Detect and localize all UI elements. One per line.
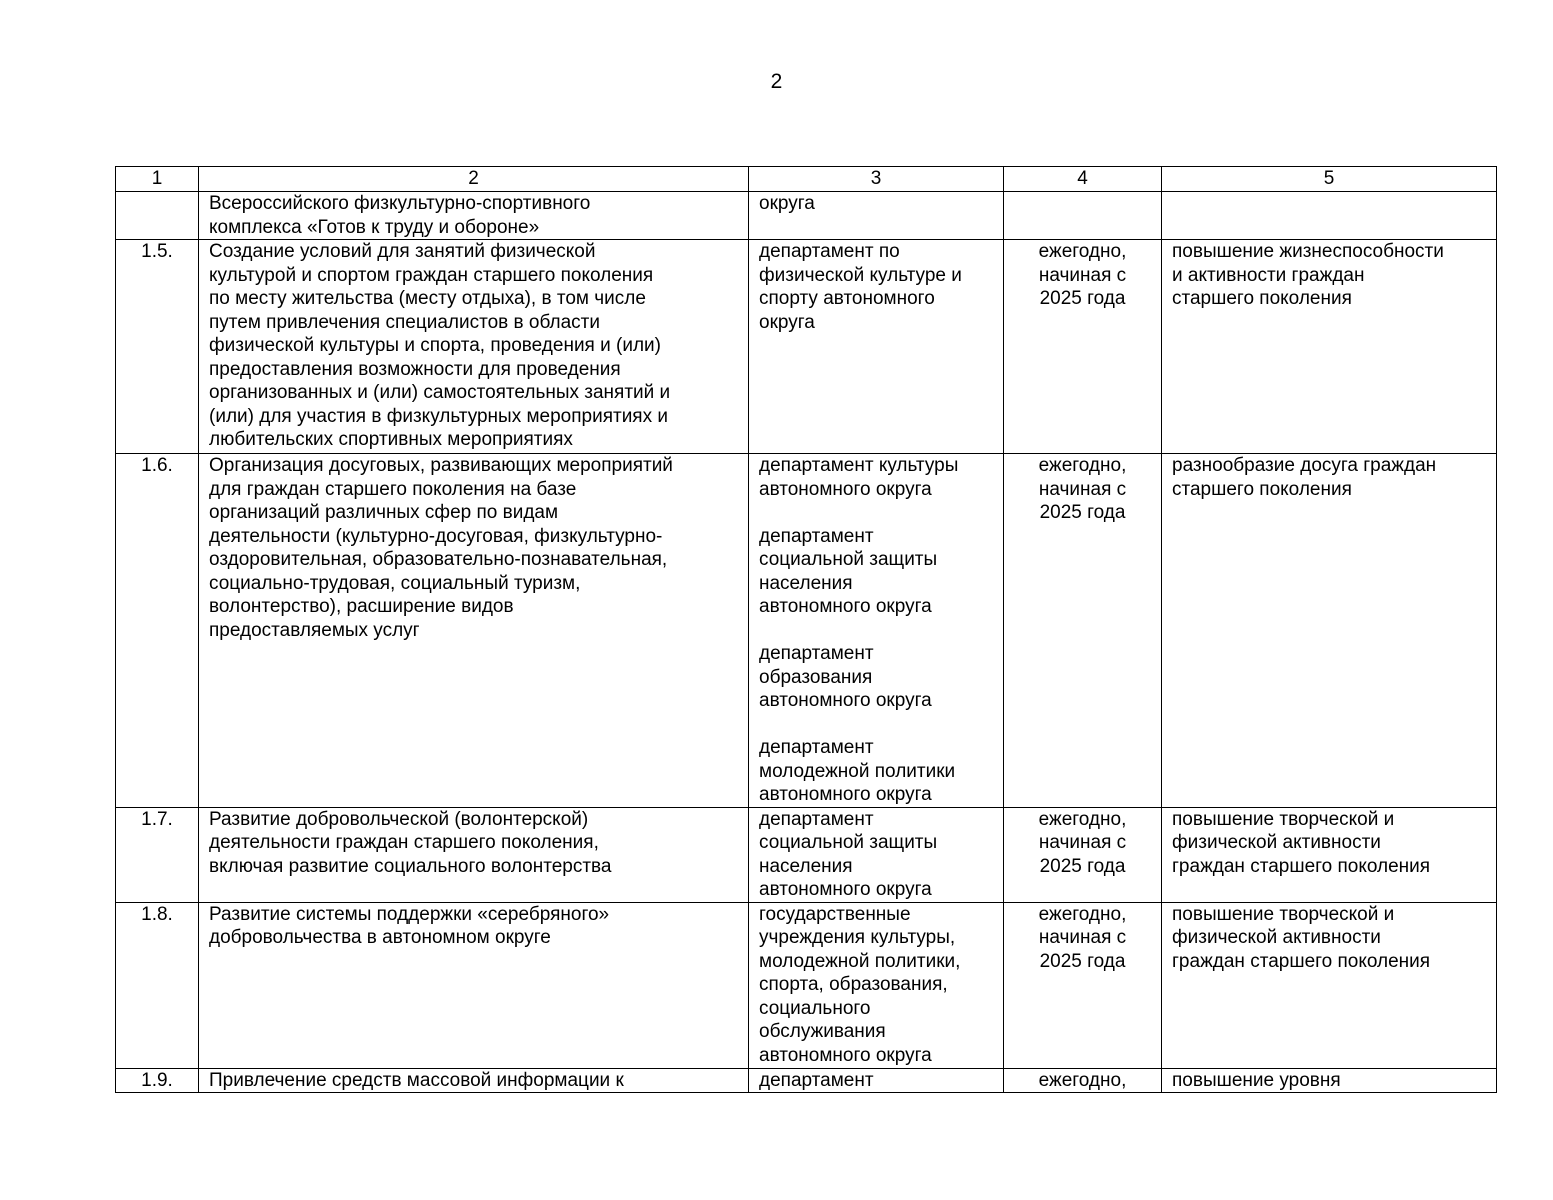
cell-line: и активности граждан [1172, 264, 1365, 286]
page-number: 2 [770, 70, 783, 93]
cell-line: ежегодно, [1038, 1069, 1127, 1091]
result-cell [1162, 807, 1497, 902]
cell-line: социально-трудовая, социальный туризм, [209, 572, 581, 594]
cell-line: физической активности [1172, 927, 1381, 948]
cell-line: организованных и (или) самостоятельных занятий и [209, 382, 671, 403]
executor-cell [749, 454, 1004, 808]
cell-line: для граждан старшего поколения на базе [209, 478, 577, 500]
cell-line: начиная с [1038, 264, 1127, 286]
table-row [116, 807, 1497, 902]
executor-cell [749, 192, 1004, 240]
cell-line: 2025 года [1039, 288, 1126, 309]
cell-line: деятельности (культурно-досуговая, физкультурно- [209, 525, 663, 547]
cell-line: социальной защиты [759, 549, 938, 570]
table-row [116, 1068, 1497, 1093]
result-cell [1162, 1068, 1497, 1093]
cell-line: предоставляемых услуг [209, 619, 420, 641]
action-plan-table [115, 166, 1497, 1093]
table-body [116, 167, 1497, 1093]
result-cell [1162, 454, 1497, 808]
measure-cell [199, 454, 749, 808]
item-number-cell [116, 192, 199, 240]
column-number-2: 2 [199, 167, 749, 192]
cell-line: ежегодно, [1038, 455, 1127, 476]
item-number-cell: 1.6. [116, 454, 199, 808]
column-number-row [116, 167, 1497, 192]
cell-line: округа [759, 193, 815, 214]
executor-cell [749, 1068, 1004, 1093]
cell-line: государственные [759, 903, 911, 925]
cell-line: автономного округа [759, 879, 932, 900]
cell-line: департамент [759, 643, 874, 664]
cell-line: 2025 года [1039, 950, 1126, 972]
cell-line: образования [759, 666, 873, 688]
column-number-4: 4 [1004, 167, 1162, 192]
cell-line: населения [759, 855, 853, 877]
cell-line: департамент [759, 737, 874, 758]
cell-line: Привлечение средств массовой информации к [209, 1069, 624, 1091]
cell-line: молодежной политики, [759, 950, 961, 972]
executor-paragraph [759, 454, 993, 501]
cell-line: старшего поколения [1172, 478, 1352, 500]
cell-line: начиная с [1038, 478, 1127, 500]
cell-line: ежегодно, [1038, 808, 1127, 830]
cell-line: молодежной политики [759, 760, 956, 782]
executor-paragraph [759, 525, 993, 619]
cell-line: добровольчества в автономном округе [209, 927, 551, 948]
item-number-cell: 1.8. [116, 902, 199, 1068]
cell-line: по месту жительства (месту отдыха), в том числе [209, 288, 646, 309]
cell-line: ежегодно, [1038, 241, 1127, 262]
item-number-cell: 1.5. [116, 240, 199, 454]
executor-paragraph [759, 240, 993, 334]
period-cell [1004, 240, 1162, 454]
cell-line: спорту автономного [759, 288, 935, 309]
column-number-3: 3 [749, 167, 1004, 192]
cell-line: начиная с [1038, 832, 1127, 853]
period-cell [1004, 1068, 1162, 1093]
cell-line: любительских спортивных мероприятиях [209, 429, 573, 450]
column-number-5: 5 [1162, 167, 1497, 192]
measure-cell [199, 192, 749, 240]
cell-line: физической активности [1172, 832, 1381, 853]
executor-paragraph [759, 192, 993, 216]
cell-line: автономного округа [759, 596, 932, 617]
cell-line: физической культуры и спорта, проведения и (или) [209, 335, 661, 356]
table-row [116, 240, 1497, 454]
measure-cell [199, 1068, 749, 1093]
period-cell [1004, 902, 1162, 1068]
item-number-cell: 1.9. [116, 1068, 199, 1093]
result-cell [1162, 902, 1497, 1068]
measure-cell [199, 240, 749, 454]
cell-line: оздоровительная, образовательно-познавательная, [209, 549, 668, 570]
cell-line: автономного округа [759, 784, 932, 805]
cell-line: обслуживания [759, 1021, 886, 1042]
period-cell [1004, 807, 1162, 902]
cell-line: округа [759, 311, 815, 333]
cell-line: учреждения культуры, [759, 927, 956, 948]
executor-paragraph [759, 642, 993, 713]
cell-line: предоставления возможности для проведения [209, 358, 621, 380]
cell-line: повышение жизнеспособности [1172, 241, 1444, 262]
cell-line: физической культуре и [759, 264, 962, 286]
cell-line: автономного округа [759, 478, 932, 500]
cell-line: автономного округа [759, 1044, 932, 1066]
result-cell [1162, 240, 1497, 454]
cell-line: 2025 года [1039, 502, 1126, 523]
cell-line: Всероссийского физкультурно-спортивного [209, 193, 591, 214]
cell-line: повышение творческой и [1172, 808, 1395, 830]
cell-line: повышение уровня [1172, 1069, 1341, 1091]
cell-line: Создание условий для занятий физической [209, 241, 596, 262]
executor-cell [749, 902, 1004, 1068]
cell-line: комплекса «Готов к труду и обороне» [209, 216, 540, 238]
cell-line: автономного округа [759, 690, 932, 711]
cell-line: департамент [759, 1069, 874, 1091]
cell-line: социальной защиты [759, 832, 938, 853]
cell-line: граждан старшего поколения [1172, 855, 1431, 877]
cell-line: начиная с [1038, 927, 1127, 948]
cell-line: ежегодно, [1038, 903, 1127, 925]
measure-cell [199, 807, 749, 902]
executor-paragraph [759, 808, 993, 902]
result-cell [1162, 192, 1497, 240]
cell-line: деятельности граждан старшего поколения, [209, 832, 599, 853]
cell-line: разнообразие досуга граждан [1172, 455, 1437, 476]
cell-line: Организация досуговых, развивающих мероприятий [209, 455, 673, 476]
column-number-1: 1 [116, 167, 199, 192]
cell-line: социального [759, 997, 871, 1019]
cell-line: включая развитие социального волонтерства [209, 855, 612, 877]
cell-line: путем привлечения специалистов в области [209, 311, 600, 333]
item-number-cell: 1.7. [116, 807, 199, 902]
period-cell [1004, 192, 1162, 240]
executor-paragraph [759, 736, 993, 807]
cell-line: повышение творческой и [1172, 903, 1395, 925]
cell-line: департамент по [759, 241, 900, 262]
executor-paragraph [759, 1069, 993, 1093]
cell-line: Развитие системы поддержки «серебряного» [209, 903, 610, 925]
period-cell [1004, 454, 1162, 808]
cell-line: волонтерство), расширение видов [209, 596, 514, 617]
cell-line: населения [759, 572, 853, 594]
cell-line: организаций различных сфер по видам [209, 502, 559, 523]
cell-line: граждан старшего поколения [1172, 950, 1431, 972]
cell-line: 2025 года [1039, 855, 1126, 877]
cell-line: культурой и спортом граждан старшего поколения [209, 264, 654, 286]
executor-cell [749, 807, 1004, 902]
measure-cell [199, 902, 749, 1068]
executor-paragraph [759, 903, 993, 1068]
table-row [116, 902, 1497, 1068]
cell-line: старшего поколения [1172, 288, 1352, 309]
executor-cell [749, 240, 1004, 454]
cell-line: (или) для участия в физкультурных мероприятиях и [209, 405, 668, 427]
cell-line: департамент культуры [759, 455, 959, 476]
cell-line: департамент [759, 525, 874, 547]
table-row [116, 192, 1497, 240]
cell-line: Развитие добровольческой (волонтерской) [209, 808, 589, 830]
cell-line: департамент [759, 808, 874, 830]
cell-line: спорта, образования, [759, 974, 948, 995]
table-row [116, 454, 1497, 808]
